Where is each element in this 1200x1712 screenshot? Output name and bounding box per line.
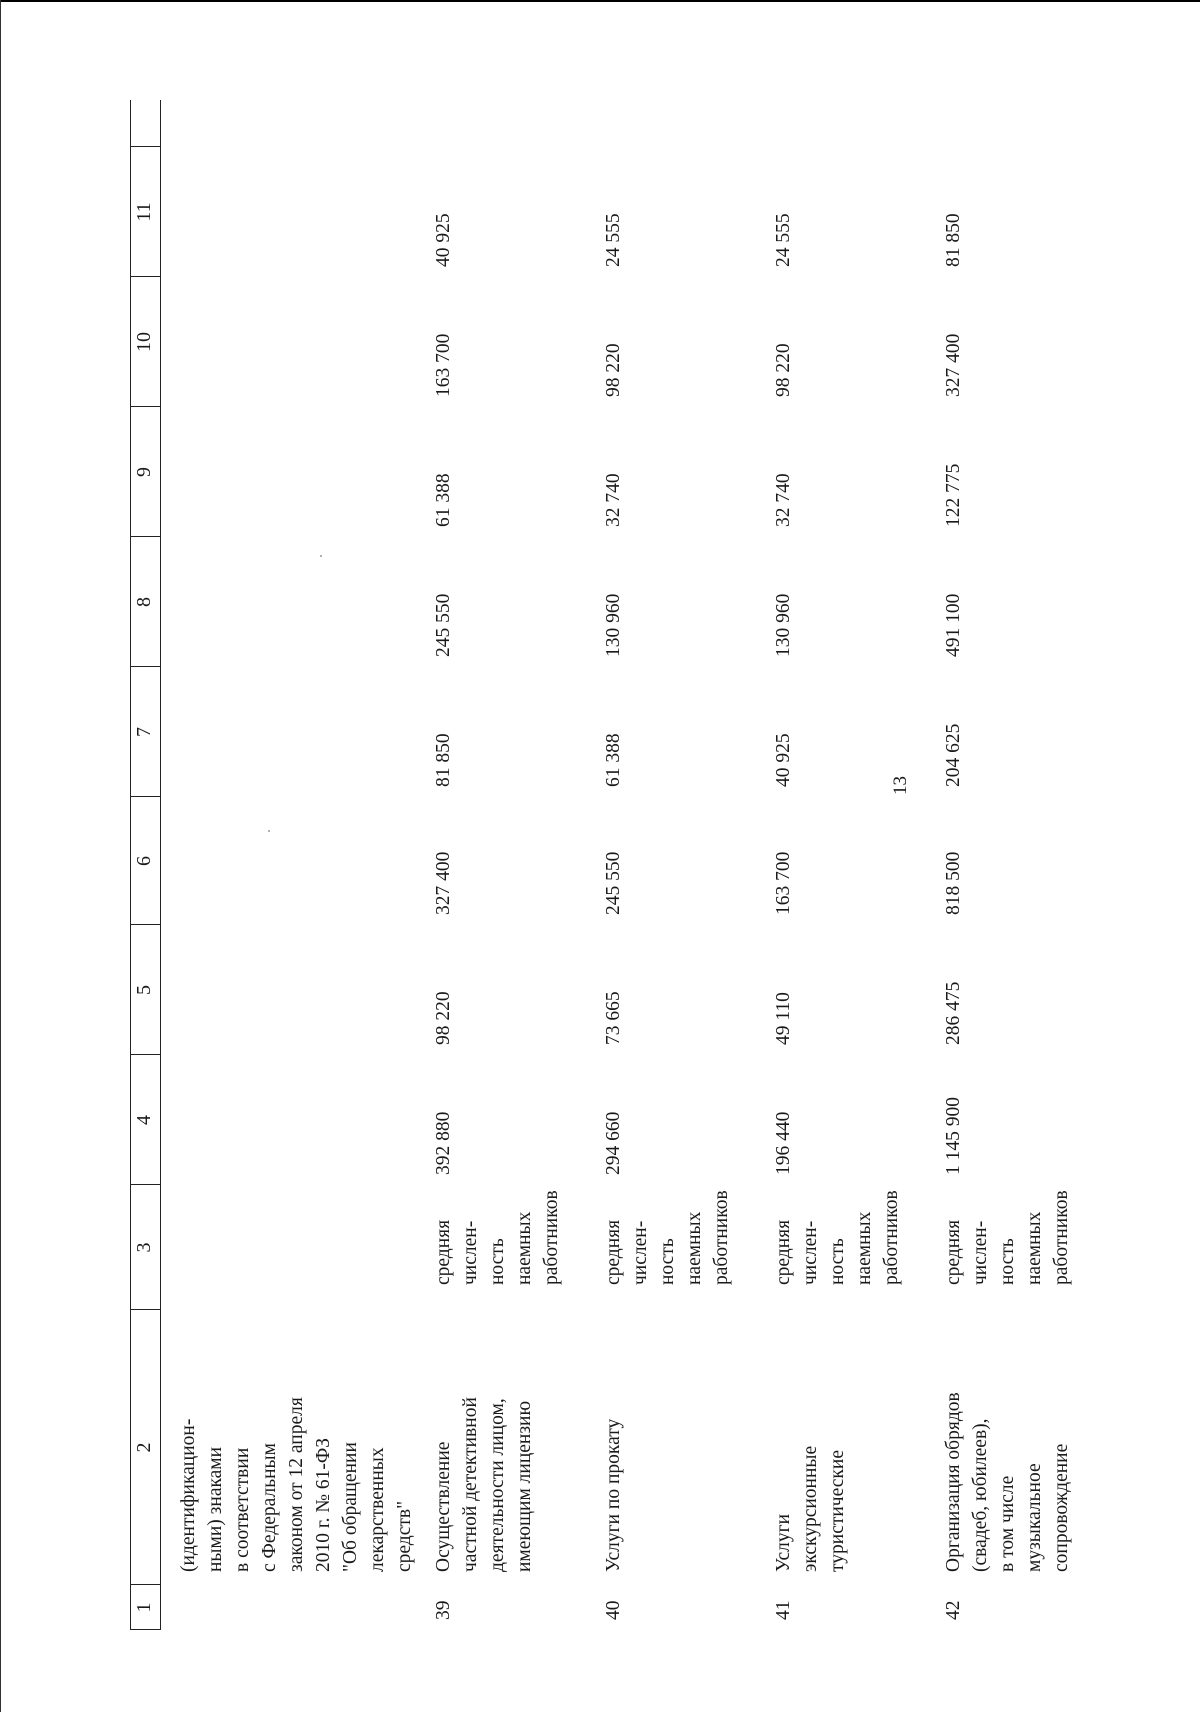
table-cell: 61 388 <box>433 473 454 527</box>
scan-edge-top <box>0 0 1200 2</box>
column-header: 5 <box>133 985 155 995</box>
column-header: 2 <box>133 1442 155 1453</box>
table-cell: 81 850 <box>943 213 964 267</box>
table-cell: 204 625 <box>943 723 964 787</box>
table-cell: 98 220 <box>603 343 624 397</box>
indicator: средняя числен- ность наемных работников <box>773 1190 902 1285</box>
table-cell: 163 700 <box>773 851 794 915</box>
column-header: 10 <box>133 332 155 352</box>
table-cell: 196 440 <box>773 1111 794 1175</box>
service-name: Организация обрядов (свадеб, юбилеев), в том числе музыкальное сопровождение <box>943 1392 1072 1572</box>
header-bottom-rule <box>160 100 161 1630</box>
table-cell: 81 850 <box>433 733 454 787</box>
table-cell: 245 550 <box>433 593 454 657</box>
column-header: 11 <box>133 202 155 222</box>
service-name: Осуществление частной детективной деятельности лицом, имеющим лицензию <box>433 1397 535 1572</box>
table-cell: 294 660 <box>603 1111 624 1175</box>
table-cell: 32 740 <box>773 473 794 527</box>
table-cell: 327 400 <box>943 333 964 397</box>
table-cell: 1 145 900 <box>943 1097 964 1175</box>
column-header: 8 <box>133 597 155 607</box>
table-cell: 98 220 <box>773 343 794 397</box>
table-cell: 40 925 <box>773 733 794 787</box>
table-cell: 49 110 <box>773 992 794 1045</box>
table-cell: 327 400 <box>433 851 454 915</box>
table-cell: 122 775 <box>943 463 964 527</box>
column-header: 3 <box>133 1242 155 1253</box>
row-number: 40 <box>603 1600 624 1620</box>
rotated-page <box>130 100 1160 1630</box>
column-header: 4 <box>133 1115 155 1125</box>
table-cell: 24 555 <box>773 213 794 267</box>
header-top-rule <box>130 100 131 1630</box>
table-cell: 245 550 <box>603 851 624 915</box>
table-cell: 818 500 <box>943 851 964 915</box>
table-cell: 98 220 <box>433 991 454 1045</box>
scan-edge-left <box>0 0 1 1712</box>
table-cell: 24 555 <box>603 213 624 267</box>
row-number: 41 <box>773 1600 794 1620</box>
indicator: средняя числен- ность наемных работников <box>603 1190 732 1285</box>
indicator: средняя числен- ность наемных работников <box>433 1190 562 1285</box>
row-number: 42 <box>943 1600 964 1620</box>
table-cell: 61 388 <box>603 733 624 787</box>
indicator: средняя числен- ность наемных работников <box>943 1190 1072 1285</box>
table-cell: 32 740 <box>603 473 624 527</box>
service-name: Услуги экскурсионные туристические <box>773 1445 848 1572</box>
service-name: Услуги по прокату <box>603 1418 624 1572</box>
page-number: 13 <box>890 776 911 795</box>
table-cell: 392 880 <box>433 1111 454 1175</box>
column-header: 7 <box>133 727 155 737</box>
table-cell: 40 925 <box>433 213 454 267</box>
table-cell: 130 960 <box>773 593 794 657</box>
column-header: 6 <box>133 856 155 866</box>
continuation-text: (идентификацион- ными) знаками в соответствии с Федеральным законом от 12 апреля 2010 г. № 61-ФЗ "Об обращении лекарственных средств" <box>178 1397 415 1572</box>
table-cell: 73 665 <box>603 991 624 1045</box>
table-cell: 491 100 <box>943 593 964 657</box>
table-cell: 286 475 <box>943 981 964 1045</box>
table-cell: 163 700 <box>433 333 454 397</box>
table-cell: 130 960 <box>603 593 624 657</box>
row-number: 39 <box>433 1600 454 1620</box>
column-header: 9 <box>133 467 155 477</box>
column-header: 1 <box>133 1602 155 1613</box>
